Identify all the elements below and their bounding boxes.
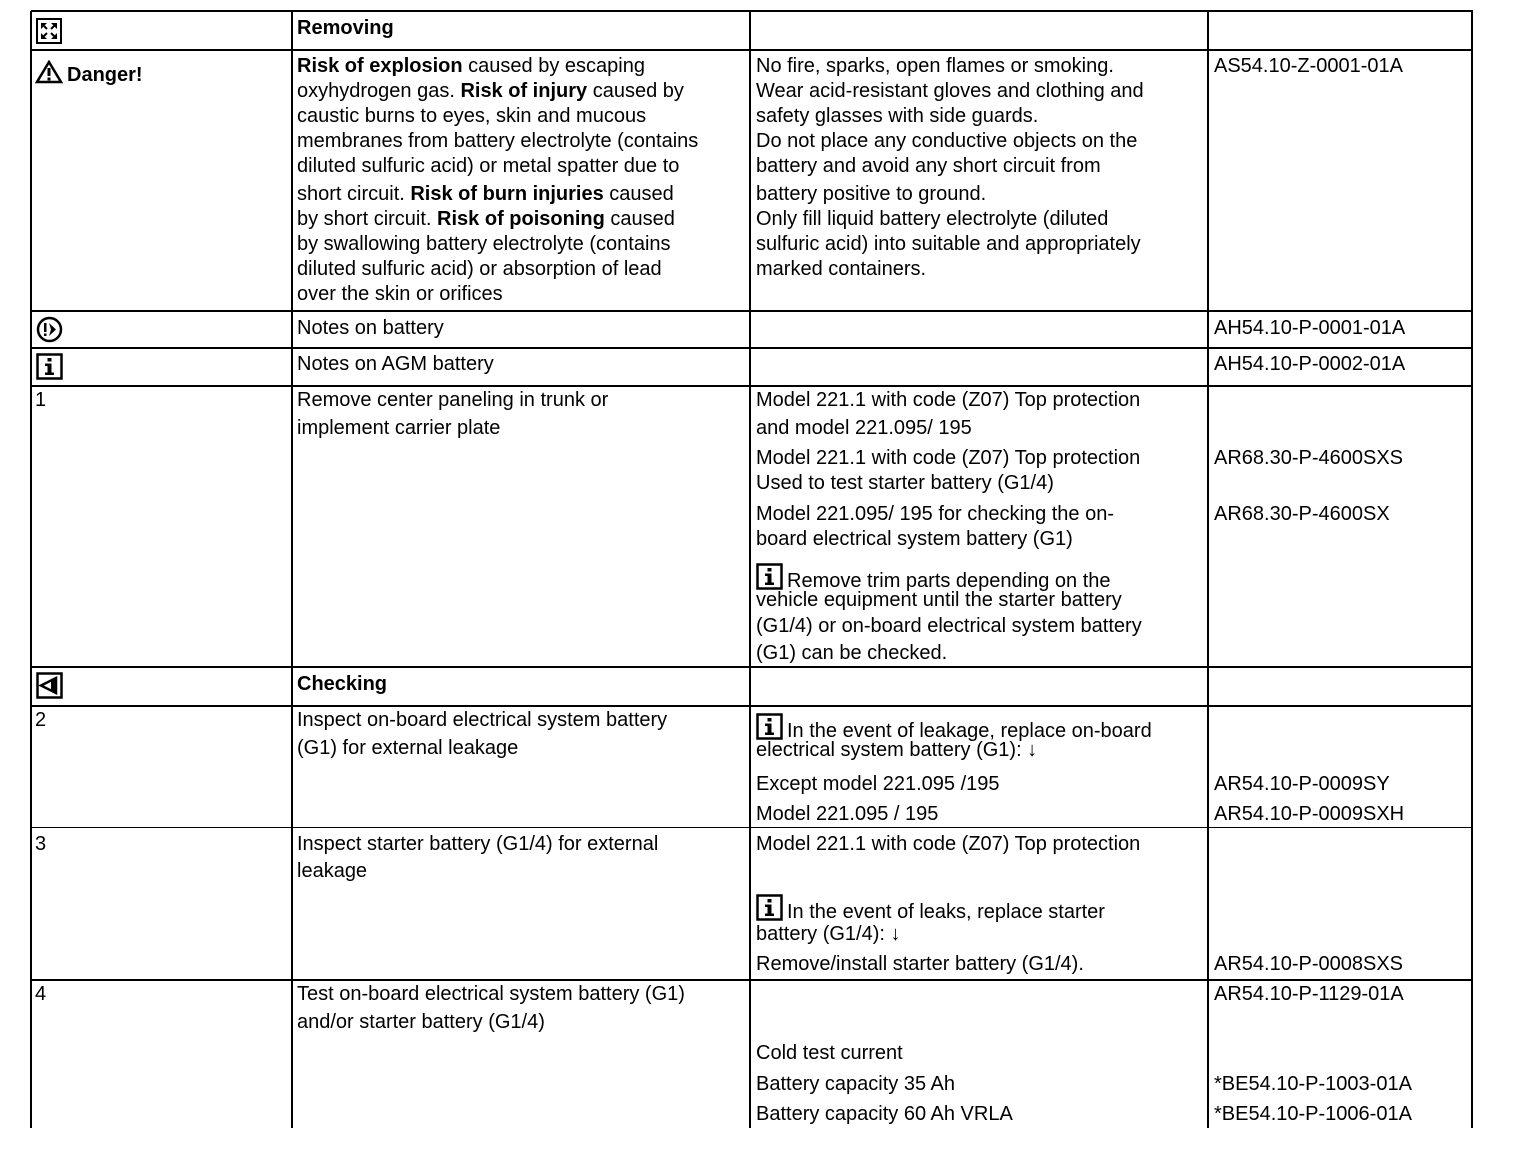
info-icon [756,894,783,921]
row-divider [31,827,1473,828]
danger-label [35,60,143,88]
step-detail: vehicle equipment until the starter battery [756,589,1122,611]
note-exclamation-circle-icon [36,316,63,343]
step-text: Inspect starter battery (G1/4) for external [297,833,659,855]
safety-measure-line: battery positive to ground. [756,183,987,205]
safety-measure-line: battery and avoid any short circuit from [756,155,1101,177]
step-text: leakage [297,860,368,882]
step-detail: Battery capacity 35 Ah [756,1073,956,1095]
hazard-text: diluted sulfuric acid) or absorption of lead [297,258,662,280]
safety-measure-line: Do not place any conductive objects on the [756,130,1138,152]
reference-link[interactable]: AR54.10-P-0008SXS [1214,953,1404,975]
step-detail: Model 221.095/ 195 for checking the on- [756,503,1115,525]
hazard-line [297,182,674,207]
hazard-line [297,282,503,307]
hazard-risk-label: Risk of injury [460,80,588,102]
step-number: 1 [35,389,47,411]
notes-on-agm-battery-link[interactable]: Notes on AGM battery [297,353,494,375]
safety-measure-line: No fire, sparks, open flames or smoking. [756,55,1114,77]
hazard-text: by swallowing battery electrolyte (contains [297,233,671,255]
hazard-text: caused [603,183,674,205]
hazard-text: oxyhydrogen gas. [297,80,461,102]
info-note [756,894,1105,925]
hazard-text: caustic burns to eyes, skin and mucous [297,105,647,127]
step-detail: (G1) can be checked. [756,642,948,664]
step-detail: electrical system battery (G1): ↓ [756,739,1038,761]
reference-link[interactable]: AS54.10-Z-0001-01A [1214,55,1404,77]
hazard-text: over the skin or orifices [297,283,503,305]
step-detail: Model 221.1 with code (Z07) Top protection [756,447,1141,469]
hazard-risk-label: Risk of burn injuries [410,183,604,205]
info-icon [756,713,783,740]
step-detail: and model 221.095/ 195 [756,417,972,439]
reference-link[interactable]: AR54.10-P-0009SY [1214,773,1390,795]
hazard-line [297,129,698,154]
hazard-text: caused by [587,80,684,102]
safety-measure-line: marked containers. [756,258,927,280]
hazard-line [297,54,645,79]
step-detail: In the event of leaks, replace starter [787,901,1105,923]
reference-link[interactable]: AH54.10-P-0002-01A [1214,353,1406,375]
col-divider [749,11,751,1128]
row-divider [31,347,1473,349]
expand-arrows-icon [36,18,62,44]
reference-link[interactable]: AR54.10-P-1129-01A [1214,983,1404,1005]
step-detail: Model 221.1 with code (Z07) Top protection [756,833,1141,855]
step-text: Inspect on-board electrical system battery [297,709,668,731]
reference-link[interactable]: *BE54.10-P-1003-01A [1214,1073,1412,1095]
row-divider [31,385,1473,387]
row-divider [31,310,1473,312]
visual-check-icon [36,672,63,699]
safety-measure-line: sulfuric acid) into suitable and appropriately [756,233,1141,255]
info-icon [756,563,783,590]
col-divider [291,11,293,1128]
step-detail: Cold test current [756,1042,903,1064]
hazard-text: membranes from battery electrolyte (contains [297,130,699,152]
step-number: 3 [35,833,47,855]
step-number: 4 [35,983,47,1005]
step-detail: Remove trim parts depending on the [787,570,1111,592]
step-text: and/or starter battery (G1/4) [297,1011,545,1033]
hazard-line [297,232,671,257]
step-number: 2 [35,709,47,731]
reference-link[interactable]: AH54.10-P-0001-01A [1214,317,1406,339]
safety-measure-line: safety glasses with side guards. [756,105,1039,127]
reference-link[interactable]: AR68.30-P-4600SX [1214,503,1390,525]
hazard-text: caused [604,208,675,230]
step-detail: Model 221.1 with code (Z07) Top protection [756,389,1141,411]
row-divider [31,666,1473,668]
reference-link[interactable]: AR68.30-P-4600SXS [1214,447,1404,469]
section-title-removing: Removing [297,17,394,39]
danger-text: Danger! [67,64,143,86]
warning-triangle-icon [35,60,63,84]
safety-measure-line: Only fill liquid battery electrolyte (diluted [756,208,1109,230]
step-detail: Remove/install starter battery (G1/4). [756,953,1084,975]
hazard-text: caused by escaping [462,55,645,77]
section-title-checking: Checking [297,673,388,695]
step-detail: board electrical system battery (G1) [756,528,1073,550]
reference-link[interactable]: AR54.10-P-0009SXH [1214,803,1405,825]
step-detail: Except model 221.095 /195 [756,773,1000,795]
info-icon [36,353,63,380]
hazard-line [297,154,679,179]
col-divider [30,11,32,1128]
step-detail: Used to test starter battery (G1/4) [756,472,1054,494]
row-divider [31,10,1473,12]
step-detail: battery (G1/4): ↓ [756,923,901,945]
hazard-line [297,79,684,104]
step-text: Test on-board electrical system battery (G1) [297,983,685,1005]
notes-on-battery-link[interactable]: Notes on battery [297,317,444,339]
col-divider [1471,11,1473,1128]
hazard-line [297,257,662,282]
col-divider [1207,11,1209,1128]
step-text: (G1) for external leakage [297,737,519,759]
hazard-line [297,207,675,232]
reference-link[interactable]: *BE54.10-P-1006-01A [1214,1103,1412,1125]
step-text: Remove center paneling in trunk or [297,389,609,411]
hazard-text: diluted sulfuric acid) or metal spatter due to [297,155,680,177]
hazard-line [297,104,646,129]
step-detail: In the event of leakage, replace on-board [787,720,1152,742]
step-text: implement carrier plate [297,417,501,439]
row-divider [31,705,1473,707]
row-divider [31,979,1473,981]
step-detail: (G1/4) or on-board electrical system battery [756,615,1142,637]
row-divider [31,49,1473,51]
safety-measure-line: Wear acid-resistant gloves and clothing and [756,80,1144,102]
hazard-text: short circuit. [297,183,411,205]
hazard-text: by short circuit. [297,208,438,230]
step-detail: Model 221.095 / 195 [756,803,939,825]
hazard-risk-label: Risk of explosion [297,55,463,77]
step-detail: Battery capacity 60 Ah VRLA [756,1103,1013,1125]
hazard-risk-label: Risk of poisoning [437,208,605,230]
